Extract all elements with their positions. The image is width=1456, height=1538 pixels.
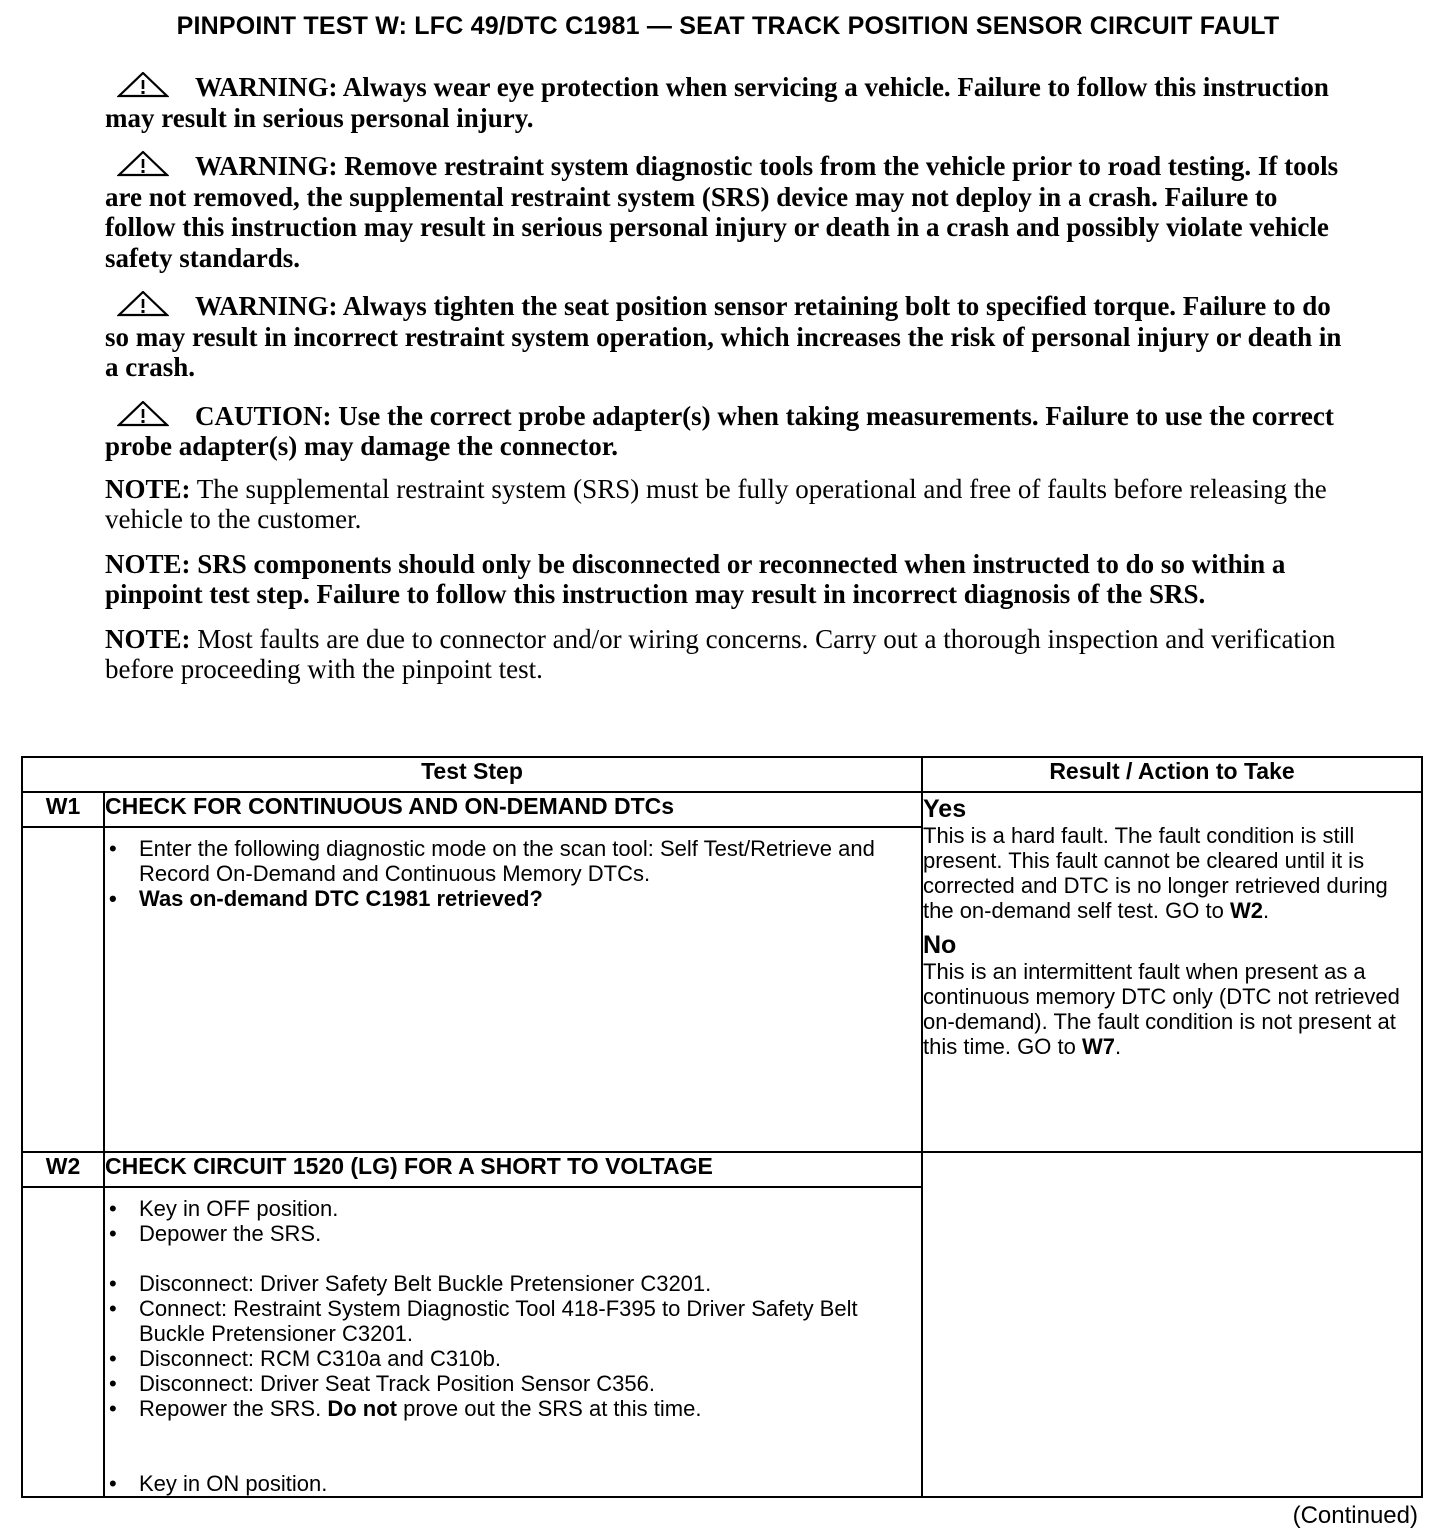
warning-notice bbox=[105, 72, 1345, 133]
step-instructions bbox=[105, 828, 921, 911]
warning-notice bbox=[105, 291, 1345, 383]
result-text: This is a hard fault. The fault condition is still present. This fault cannot be cleared until it is corrected and DTC is no longer retrieved during the on-demand self test. GO to bbox=[923, 823, 1388, 923]
note-3 bbox=[105, 624, 1345, 685]
note-1 bbox=[105, 474, 1345, 535]
step-id: W2 bbox=[22, 1152, 104, 1187]
list-item: • Key in OFF position. bbox=[109, 1196, 921, 1221]
step-id: W1 bbox=[22, 792, 104, 827]
step-w1-results bbox=[922, 792, 1422, 1152]
warning-triangle-icon bbox=[117, 72, 169, 98]
step-title: CHECK CIRCUIT 1520 (LG) FOR A SHORT TO VOLTAGE bbox=[104, 1152, 922, 1187]
safety-notices bbox=[105, 72, 1345, 699]
step-w2-title-row bbox=[22, 1152, 1422, 1187]
list-item bbox=[109, 1396, 921, 1421]
step-body-spacer bbox=[22, 827, 104, 1152]
step-w2-results bbox=[922, 1152, 1422, 1497]
notice-text: Remove restraint system diagnostic tools from the vehicle prior to road testing. If tools are not removed, the supplemental restraint system (SRS) device may not deploy in a crash. Failure to follow this instruction may result in serious personal injury or death in a crash and possibly violate vehicle safety standards. bbox=[105, 151, 1339, 273]
list-item: • Was on-demand DTC C1981 retrieved? bbox=[109, 886, 921, 911]
note-2 bbox=[105, 549, 1345, 610]
caution-notice bbox=[105, 401, 1345, 462]
result-tail: . bbox=[1114, 1034, 1122, 1059]
item-text: Repower the SRS. bbox=[139, 1396, 328, 1421]
result-tail: . bbox=[1262, 898, 1270, 923]
warning-triangle-icon bbox=[117, 291, 169, 317]
notice-text: Always wear eye protection when servicing a vehicle. Failure to follow this instruction may result in serious personal injury. bbox=[105, 72, 1329, 133]
list-item: • Enter the following diagnostic mode on the scan tool: Self Test/Retrieve and Record On-Demand and Continuous Memory DTCs. bbox=[109, 836, 921, 886]
continued-label: (Continued) bbox=[1292, 1502, 1418, 1529]
result-head: Yes bbox=[923, 795, 967, 823]
result-text: This is an intermittent fault when present as a continuous memory DTC only (DTC not retrieved on-demand). The fault condition is not present at this time. GO to bbox=[923, 959, 1400, 1059]
note-text: Most faults are due to connector and/or wiring concerns. Carry out a thorough inspection and verification before proceeding with the pinpoint test. bbox=[105, 623, 1336, 684]
result-yes bbox=[923, 795, 1421, 923]
goto-link[interactable]: W2 bbox=[1229, 898, 1263, 923]
result-head: No bbox=[923, 931, 957, 959]
list-item: • Disconnect: RCM C310a and C310b. bbox=[109, 1346, 921, 1371]
table-header-row bbox=[22, 757, 1422, 792]
list-item: • Depower the SRS. bbox=[109, 1221, 921, 1246]
note-text: The supplemental restraint system (SRS) must be fully operational and free of faults before releasing the vehicle to the customer. bbox=[105, 473, 1327, 534]
list-item: • Connect: Restraint System Diagnostic Tool 418-F395 to Driver Safety Belt Buckle Pretensioner C3201. bbox=[109, 1296, 921, 1346]
result-action-header: Result / Action to Take bbox=[922, 757, 1422, 792]
step-body-spacer bbox=[22, 1187, 104, 1497]
notice-label: WARNING: bbox=[195, 291, 338, 321]
note-label: NOTE: bbox=[105, 473, 191, 504]
list-item: • Disconnect: Driver Safety Belt Buckle Pretensioner C3201. bbox=[109, 1271, 921, 1296]
notice-label: WARNING: bbox=[195, 72, 338, 102]
step-title: CHECK FOR CONTINUOUS AND ON-DEMAND DTCs bbox=[104, 792, 922, 827]
note-text: SRS components should only be disconnected or reconnected when instructed to do so within a pinpoint test step. Failure to follow this instruction may result in incorrect diagnosis of the SRS. bbox=[105, 548, 1286, 609]
item-emphasis: Do not bbox=[327, 1396, 397, 1421]
test-step-header: Test Step bbox=[22, 757, 922, 792]
page-title: PINPOINT TEST W: LFC 49/DTC C1981 — SEAT TRACK POSITION SENSOR CIRCUIT FAULT bbox=[176, 12, 1280, 40]
notice-label: WARNING: bbox=[195, 151, 338, 181]
notice-label: CAUTION: bbox=[195, 400, 332, 431]
step-body bbox=[104, 1187, 922, 1497]
warning-notice bbox=[105, 151, 1345, 273]
note-label: NOTE: bbox=[105, 548, 191, 579]
step-body bbox=[104, 827, 922, 1152]
goto-link[interactable]: W7 bbox=[1081, 1034, 1115, 1059]
notice-text: Always tighten the seat position sensor retaining bolt to specified torque. Failure to do so may result in incorrect restraint system operation, which increases the risk of personal injury or death in a crash. bbox=[105, 291, 1342, 382]
caution-triangle-icon bbox=[117, 401, 169, 427]
notice-text: Use the correct probe adapter(s) when taking measurements. Failure to use the correct probe adapter(s) may damage the connector. bbox=[105, 400, 1334, 461]
list-item: • Key in ON position. bbox=[109, 1471, 921, 1496]
step-w1-title-row bbox=[22, 792, 1422, 827]
test-step-table bbox=[21, 756, 1423, 1498]
result-no bbox=[923, 931, 1421, 1059]
step-instructions bbox=[105, 1188, 921, 1496]
list-item: • Disconnect: Driver Seat Track Position Sensor C356. bbox=[109, 1371, 921, 1396]
note-label: NOTE: bbox=[105, 623, 191, 654]
item-text: prove out the SRS at this time. bbox=[396, 1396, 702, 1421]
warning-triangle-icon bbox=[117, 151, 169, 177]
